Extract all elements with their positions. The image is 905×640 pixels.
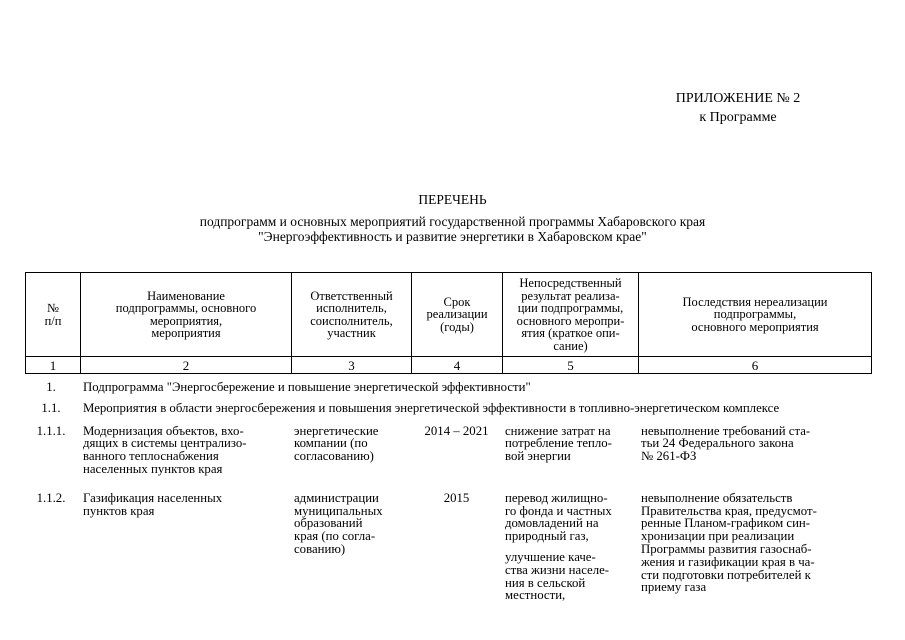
header-cell-name: Наименование подпрограммы, основного мероприятия, мероприятия [81,273,292,357]
header-cell-result: Непосредственный результат реализа- ции подпрограммы, основного меропри- ятия (краткое опи- сание) [503,273,639,357]
table-row [25,425,871,476]
row-term: 2015 [443,490,470,505]
row-result-2: улучшение каче- ства жизни населе- ния в сельской местности, [505,549,610,603]
header-cell-consequence: Последствия нереализации подпрограммы, основного мероприятия [639,273,872,357]
header-cell-term: Срок реализации (годы) [412,273,503,357]
row-num: 1.1.1. [36,423,66,438]
section-row [25,402,871,415]
row-result: перевод жилищно- го фонда и частных домовладений на природный газ, [505,490,612,544]
appendix-title: ПРИЛОЖЕНИЕ № 2 [675,91,801,106]
section-title: Мероприятия в области энергосбережения и повышения энергетической эффективности в топливно-энергетическом комплексе [83,400,780,415]
header-cell-executor: Ответственный исполнитель, соисполнитель, участник [292,273,412,357]
table-header [25,272,872,374]
table-row [25,492,871,602]
row-result: снижение затрат на потребление тепло- вой энергии [505,423,612,464]
table-body [25,381,871,602]
row-executor: администрации муниципальных образований края (по согла- сованию) [294,490,383,556]
col-number-6: 6 [639,357,872,374]
header-cell-num: № п/п [26,273,81,357]
section-row [25,381,871,394]
col-number-2: 2 [81,357,292,374]
title-line-2: "Энергоэффективность и развитие энергетики в Хабаровском крае" [258,228,647,244]
title-heading: ПЕРЕЧЕНЬ [418,192,487,207]
title-line-1: подпрограмм и основных мероприятий государственной программы Хабаровского края [199,213,706,229]
section-num: 1. [46,380,56,394]
col-number-5: 5 [503,357,639,374]
row-executor: энергетические компании (по согласованию) [294,423,379,464]
row-name: Модернизация объектов, вхо- дящих в системы централизо- ванного теплоснабжения населенных пунктов края [83,423,247,476]
row-term: 2014 – 2021 [424,423,489,438]
row-consequence: невыполнение обязательств Правительства края, предусмот- ренные Планом-графиком син- хронизации при реализации Программы развития газоснаб- жения и газификации края в ча- сти подготовки потребителей к приему газа [641,490,817,595]
row-result-cell [502,492,638,602]
appendix-subtitle: к Программе [699,109,777,125]
column-number-row [26,357,872,374]
header-row [26,273,872,357]
row-name: Газификация населенных пунктов края [83,490,223,518]
col-number-3: 3 [292,357,412,374]
row-consequence: невыполнение требований ста- тьи 24 Федерального закона № 261-ФЗ [641,423,811,464]
document-title [0,193,905,245]
col-number-4: 4 [412,357,503,374]
section-title: Подпрограмма "Энергосбережение и повышение энергетической эффективности" [83,380,531,394]
appendix-block [663,90,813,128]
row-num: 1.1.2. [36,490,66,505]
col-number-1: 1 [26,357,81,374]
section-num: 1.1. [41,400,61,415]
